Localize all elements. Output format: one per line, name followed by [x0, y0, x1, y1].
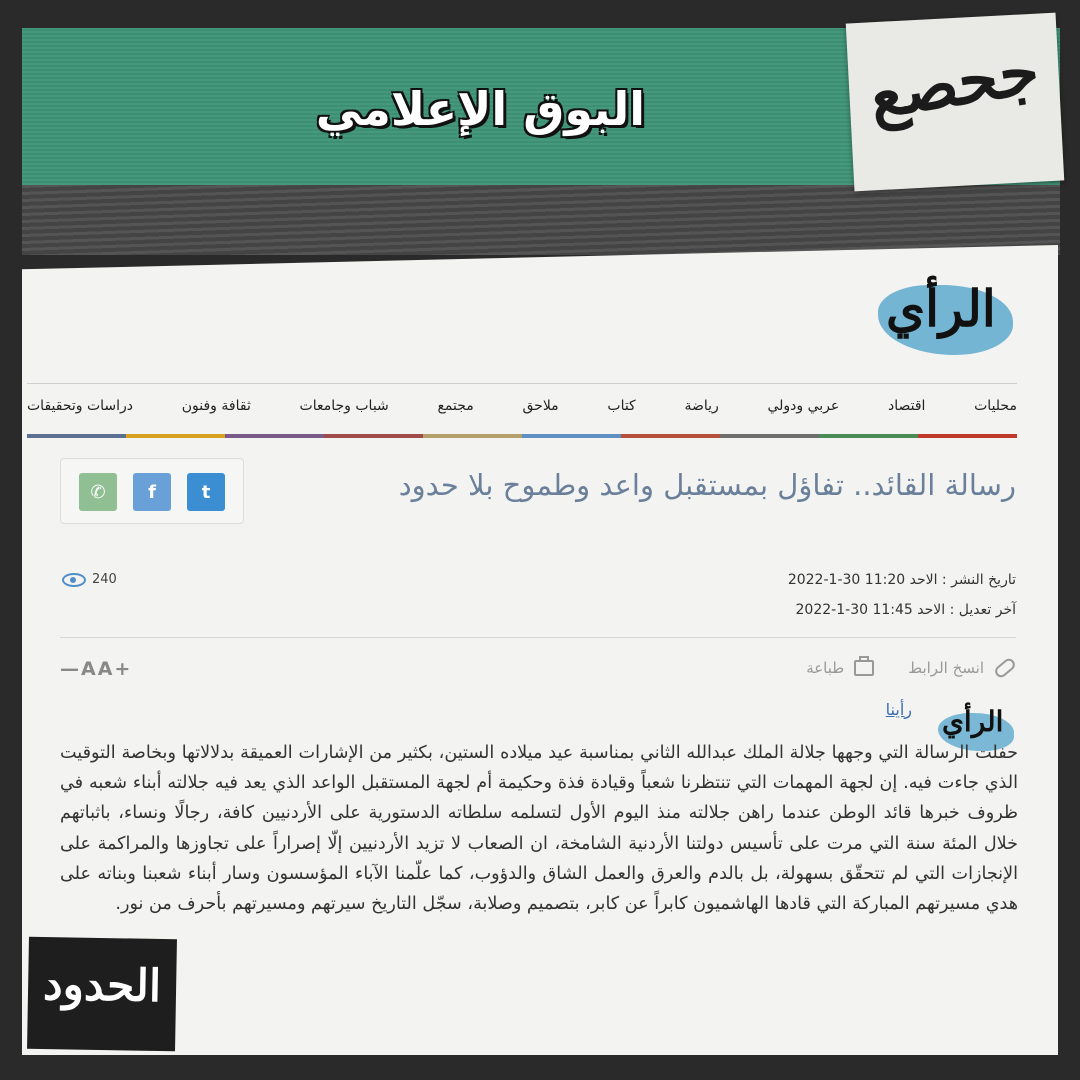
printer-icon[interactable] [854, 660, 874, 676]
nav-color-bar [423, 434, 522, 438]
nav-color-bar [522, 434, 621, 438]
nav-item-supplements[interactable]: ملاحق [522, 398, 559, 414]
font-size-controls[interactable]: —AA+ [60, 658, 133, 680]
article-body: حفلت الرسالة التي وجهها جلالة الملك عبدالله الثاني بمناسبة عيد ميلاده الستين، بكثير من الإشارات العميقة بدلالاتها وبخاصة التوقيت الذي جاءت فيه. إن لجهة المهمات التي تنتظرنا شعباً وقيادة فذة وحكيمة أم لجهة المستقبل الواعد الذي يعد فيه جلالته أبناء شعبه في ظروف خبرها قائد الوطن عندما راهن جلالته منذ اليوم الأول لتسلمه سلطاته الدستورية على الأردنيين كافة، رجالًا ونساء، باثباتهم خلال المئة سنة التي مرت على تأسيس دولتنا الأردنية الشامخة، ان الصعاب لا تزيد الأردنيين إلّا إصراراً على تجاوزها والمراكمة على الإنجازات التي لم تتحقّق بسهولة، بل بالدم والعرق والعمل الشاق والدؤوب، كما علّمنا الآباء المؤسسون وسار أبناء شعبنا وبناته على هدي مسيرتهم المباركة التي قادها الهاشميون كابراً عن كابر، بتصميم وصلابة، سجّل التاريخ سيرتهم ومسيرتهم بأحرف من نور. [60, 743, 1018, 915]
stamp-label [846, 13, 1065, 192]
banner-title: البوق الإعلامي [315, 82, 645, 136]
nav-item-studies[interactable]: دراسات وتحقيقات [27, 398, 134, 414]
link-icon[interactable] [993, 656, 1018, 679]
facebook-icon[interactable]: f [133, 473, 171, 511]
publish-date [788, 572, 1016, 588]
nav-color-bar [621, 434, 720, 438]
article-page [22, 245, 1058, 1055]
nav-divider [27, 383, 1017, 384]
modified-date-value: الاحد 11:45 30-1-2022 [795, 602, 946, 618]
modified-date [796, 602, 1017, 618]
site-logo[interactable] [878, 275, 1018, 365]
publish-date-value: الاحد 11:20 30-1-2022 [787, 572, 938, 588]
view-count [62, 572, 117, 587]
watermark-stamp [27, 937, 177, 1052]
nav-item-local[interactable]: محليات [974, 398, 1017, 414]
nav-item-writers[interactable]: كتاب [607, 398, 636, 414]
nav-color-bar [126, 434, 225, 438]
site-logo-text: الرأي [886, 279, 996, 338]
watermark-text: الحدود [42, 958, 162, 1013]
share-box [60, 458, 244, 524]
whatsapp-icon[interactable]: ✆ [79, 473, 117, 511]
article-headline: رسالة القائد.. تفاؤل بمستقبل واعد وطموح بلا حدود [398, 468, 1016, 502]
main-nav [27, 398, 1017, 422]
copy-link-label[interactable]: انسخ الرابط [908, 659, 984, 677]
nav-color-bars [27, 434, 1017, 438]
meta-divider [60, 637, 1016, 638]
nav-item-world[interactable]: عربي ودولي [767, 398, 840, 414]
nav-item-culture[interactable]: ثقافة وفنون [181, 398, 251, 414]
stamp-text: جحصع [863, 33, 1045, 134]
nav-color-bar [819, 434, 918, 438]
nav-color-bar [27, 434, 126, 438]
author-link[interactable]: رأينا [885, 700, 912, 719]
nav-color-bar [720, 434, 819, 438]
twitter-icon[interactable]: t [187, 473, 225, 511]
nav-color-bar [225, 434, 324, 438]
view-count-value: 240 [92, 572, 117, 587]
banner-torn-strip [22, 185, 1060, 255]
publish-date-label: تاريخ النشر : [941, 572, 1016, 588]
print-label[interactable]: طباعة [806, 659, 845, 677]
eye-icon [62, 573, 86, 587]
nav-color-bar [918, 434, 1017, 438]
nav-item-youth[interactable]: شباب وجامعات [299, 398, 389, 414]
modified-date-label: آخر تعديل : [949, 602, 1016, 618]
author-logo-text: الرأي [942, 705, 1004, 738]
nav-item-sports[interactable]: رياضة [684, 398, 719, 414]
nav-item-economy[interactable]: اقتصاد [887, 398, 926, 414]
nav-color-bar [324, 434, 423, 438]
nav-item-society[interactable]: مجتمع [437, 398, 474, 414]
article-tools [806, 659, 1016, 677]
